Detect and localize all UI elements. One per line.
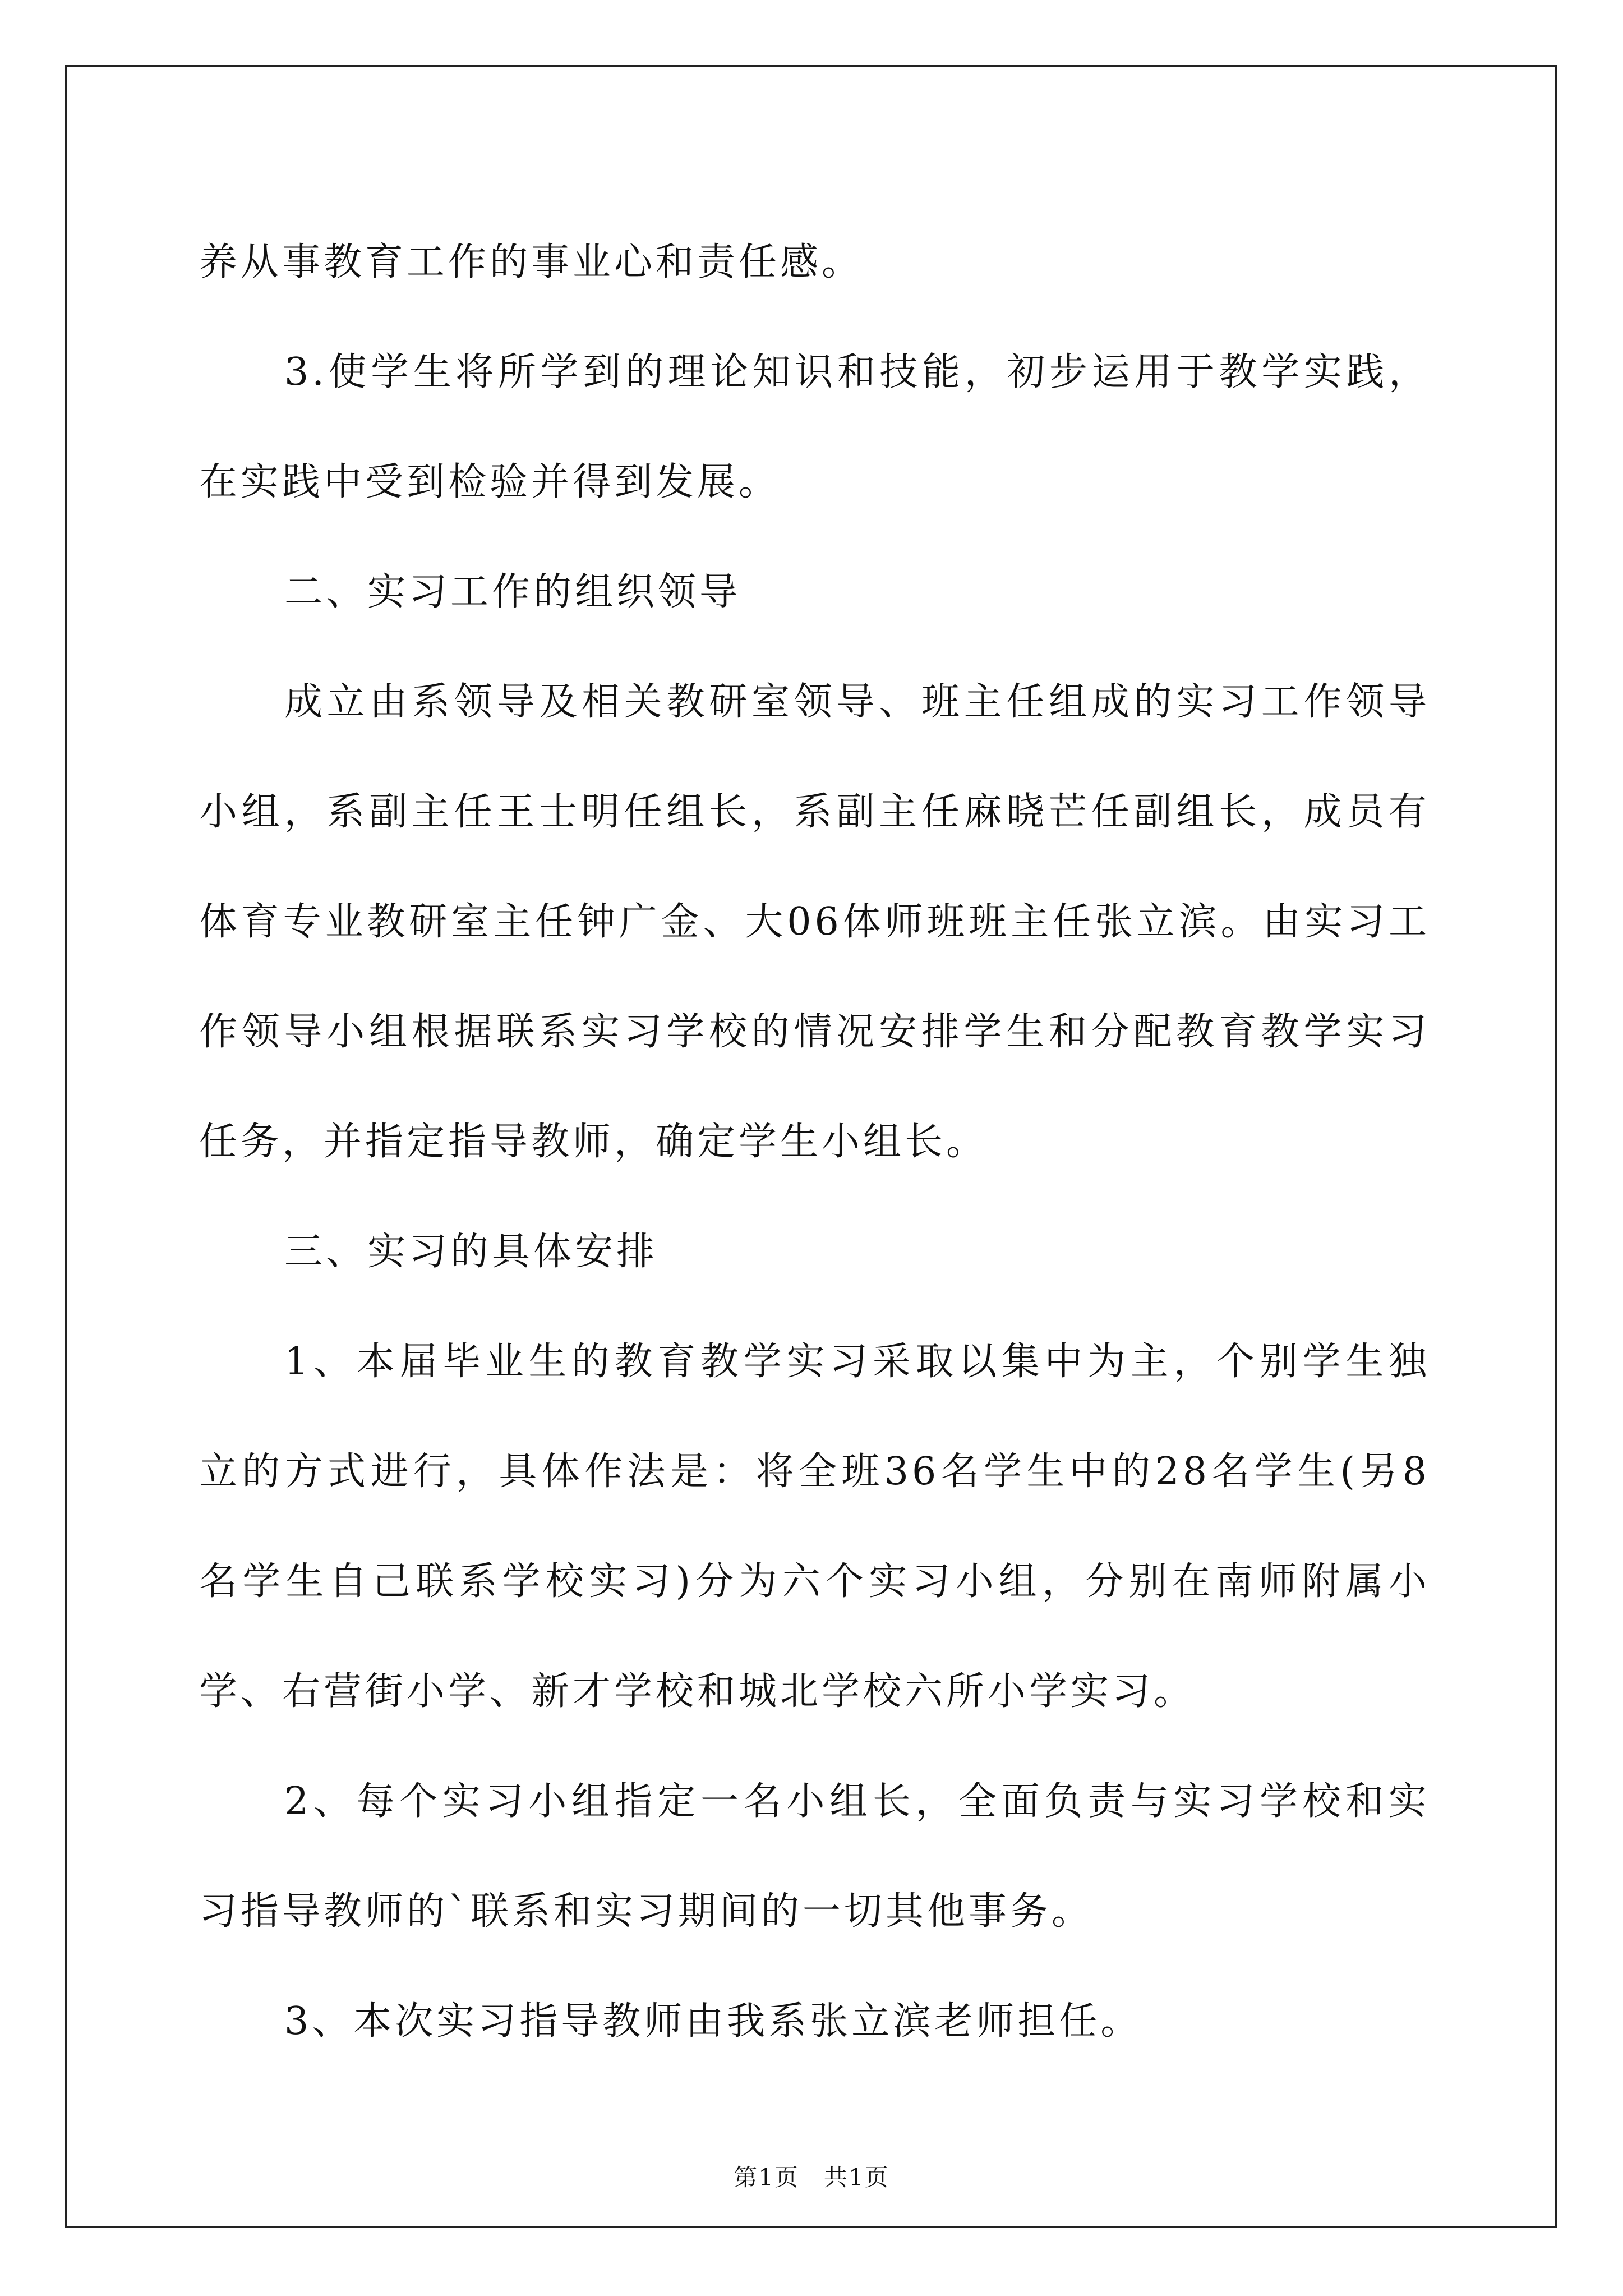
paragraph-4: 成立由系领导及相关教研室领导、班主任组成的实习工作领导小组，系副主任王士明任组长，系副主任麻晓芒任副组长，成员有体育专业教研室主任钟广金、大06体师班班主任张立滨。由实习工作领导小组根据联系实习学校的情况安排学生和分配教育教学实习任务，并指定指导教师，确定学生小组长。 [199, 680, 1430, 1164]
paragraph-2: 3.使学生将所学到的理论知识和技能，初步运用于教学实践，在实践中受到检验并得到发展。 [199, 350, 1430, 504]
paragraph-7: 2、每个实习小组指定一名小组长，全面负责与实习学校和实习指导教师的`联系和实习期间的一切其他事务。 [199, 1779, 1430, 1934]
document-body [199, 208, 1430, 2077]
paragraph-8: 3、本次实习指导教师由我系张立滨老师担任。 [284, 1999, 1142, 2044]
section-heading-2: 二、实习工作的组织领导 [284, 570, 741, 614]
section-heading-3: 三、实习的具体安排 [284, 1230, 658, 1274]
paragraph-1: 养从事教育工作的事业心和责任感。 [199, 240, 864, 284]
page-number-footer: 第1页 共1页 [734, 2164, 889, 2191]
paragraph-6: 1、本届毕业生的教育教学实习采取以集中为主，个别学生独立的方式进行，具体作法是：将全班36名学生中的28名学生(另8名学生自己联系学校实习)分为六个实习小组，分别在南师附属小学、右营街小学、新才学校和城北学校六所小学实习。 [199, 1340, 1430, 1714]
